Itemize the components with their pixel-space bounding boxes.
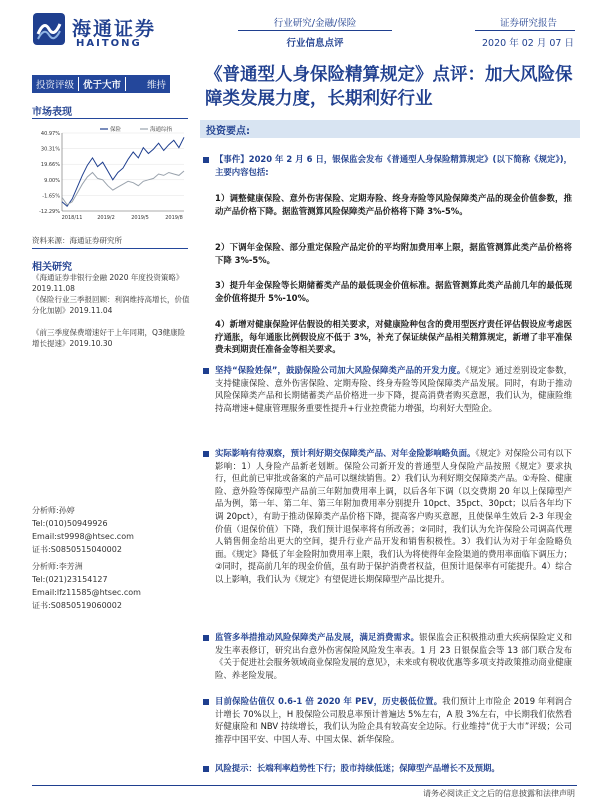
rating-change: 维持 xyxy=(146,80,166,91)
x-tick-label: 2019/5 xyxy=(131,215,149,221)
logo-english-name: HAITONG xyxy=(76,38,142,49)
y-tick-label: -12.29% xyxy=(39,209,60,215)
x-tick-label: 2018/11 xyxy=(61,215,83,221)
analyst-name: 分析师:孙婷 xyxy=(32,506,75,515)
header-divider xyxy=(475,30,575,31)
legend-label: 保险 xyxy=(110,127,122,133)
valuation-paragraph xyxy=(215,695,572,745)
paragraph-body: 我们预计上市险企 2019 年利润合计增长 70%以上，H 股保险公司股息率预计普遍达 5%左右，A 股 3%左右，中长期我们依然看好健康险和 NBV 持续增长，我们认为险企具有较高安全边际。行业维持“优于大市”评级；公司推荐中国平安、中国人寿、中国太保、新华保险。 xyxy=(215,696,573,744)
related-research-title: 相关研究 xyxy=(32,262,72,273)
key-points-title: 投资要点: xyxy=(206,126,250,137)
rating-bar xyxy=(32,75,170,93)
paragraph-lead: 目前保险估值仅 0.6-1 倍 2020 年 PEV，历史极低位置。 xyxy=(215,696,443,706)
series-line-1 xyxy=(62,137,184,206)
analyst-email[interactable]: Email:st9998@htsec.com xyxy=(32,532,134,541)
related-research-item[interactable]: 《保险行业三季报回顾：利润维持高增长，价值分化加剧》2019.11.04 xyxy=(32,295,190,315)
footer-divider xyxy=(32,785,577,786)
y-tick-label: 19.66% xyxy=(40,162,60,169)
risk-warning: 风险提示：长端利率趋势性下行；股市持续低迷；保障型产品增长不及预期。 xyxy=(215,763,500,773)
point-2: 2）下调年金保险、部分重定保险产品定价的平均附加费用率上限，据监管测算此类产品价格将下降 3%-5%。 xyxy=(215,242,572,265)
report-category: 行业研究/金融/保险 xyxy=(273,18,357,29)
market-performance-chart xyxy=(32,125,188,225)
key-points-bar xyxy=(200,120,580,138)
analyst-email[interactable]: Email:lfz11585@htsec.com xyxy=(32,588,141,597)
paragraph-body: 《规定》通过差别设定参数，支持健康保险、意外伤害保险、定期寿险、终身寿险等风险保障类产品发展。同时，有助于推动风险保障类产品和长期储蓄类产品价格进一步下降，提高消费者购买意愿，我们认为，健康险维持高增速+健康管理服务重要性提升+行业控费能力增强，均利好大型险企。 xyxy=(215,365,572,413)
paragraph-lead: 坚持“保险姓保”，鼓励保险公司加大风险保障类产品的开发力度。 xyxy=(215,365,466,375)
paragraph-body: 《规定》对保险公司有以下影响：1）人身险产品新老划断。保险公司新开发的普通型人身保险产品按照《规定》要求执行，但此前已审批或备案的产品可以继续销售。2）我们认为利好期交保障类产品。①寿险、健康险、意外险等保障型产品前三年附加费用率上调，以后各年下调（以交费期 20 年以上保障型产品为例，第一年、第二年、第三年附加费用率分别提升 10pct、35pct、30pct；以后各年均下调 20pct），有助于推动保障类产品价格下降，提高客户购买意愿，且使保单生效后 2-3 年现金价值（退保价值）下降，我们预计退保率将有所改善；②同时，我们认为允许保险公司调高代理人销售佣金给出更大的空间，提升行业产品开发和销售积极性。3）我们认为对于年金险略负面。《规定》降低了年金险附加费用率上限，我们认为将使得年金险渠道的费用率面临下调压力；②同时，提高前几年的现金价值，虽有助于保护消费者权益，但预计退保率有可能提升。4）综合以上影响，我们认为《规定》有望促进长期保障型产品比提升。 xyxy=(215,448,573,584)
haitong-logo-icon xyxy=(32,12,66,46)
x-tick-label: 2019/8 xyxy=(165,215,183,221)
y-tick-label: 30.31% xyxy=(40,146,60,153)
insurance-guarantee-paragraph xyxy=(215,364,572,414)
bullet-icon xyxy=(203,368,209,374)
y-tick-label: 9.00% xyxy=(44,177,60,184)
point-1: 1）调整健康保险、意外伤害保险、定期寿险、终身寿险等风险保障类产品的现金价值参数，推动产品价格下降。据监管测算风险保障类产品价格将下降 3%-5%。 xyxy=(215,193,572,216)
x-tick-label: 2019/2 xyxy=(97,215,115,221)
rating-label: 投资评级 xyxy=(36,80,75,91)
document-type: 证券研究报告 xyxy=(500,18,558,29)
analyst-tel: Tel:(010)50949926 xyxy=(32,519,108,528)
analyst-certificate: 证书:S0850515040002 xyxy=(32,545,122,554)
analyst-name: 分析师:李芳洲 xyxy=(32,562,83,571)
footer-disclaimer: 请务必阅读正文之后的信息披露和法律声明 xyxy=(423,789,575,798)
logo-chinese-name: 海通证券 xyxy=(72,18,157,40)
paragraph-body: 银保监会正积极推动重大疾病保险定义和发生率表修订，研究出台意外伤害保险风险发生率表。1 月 23 日银保监会等 13 部门联合发布《关于促进社会服务领域商业保险发展的意见》，未来或有税收优惠等多项支持政策推动商业健康险、养老险发展。 xyxy=(215,632,573,680)
bullet-icon xyxy=(203,699,209,705)
event-paragraph: 【事件】2020 年 2 月 6 日，银保监会发布《普通型人身保险精算规定》(以下简称《规定》)，主要内容包括: xyxy=(215,154,572,177)
report-type: 行业信息点评 xyxy=(286,38,344,49)
market-performance-title: 市场表现 xyxy=(32,107,72,118)
regulation-paragraph xyxy=(215,631,572,681)
analyst-tel: Tel:(021)23154127 xyxy=(32,575,108,584)
section-divider xyxy=(32,118,188,119)
report-title: 《普通型人身保险精算规定》点评：加大风险保障类发展力度，长期利好行业 xyxy=(205,65,573,109)
bullet-icon xyxy=(203,635,209,641)
legend-label: 海通综指 xyxy=(150,127,173,133)
y-tick-label: 40.97% xyxy=(40,131,60,137)
related-research-item[interactable]: 《海通证券非银行金融 2020 年度投资策略》2019.11.08 xyxy=(32,273,184,293)
paragraph-lead: 监管多举措推动风险保障类产品发展，满足消费需求。 xyxy=(215,632,420,642)
impact-paragraph xyxy=(215,447,572,586)
series-line-2 xyxy=(62,171,184,205)
point-3: 3）提升年金保险等长期储蓄类产品的最低现金价值标准。据监管测算此类产品前几年的最低现金价值将提升 5%-10%。 xyxy=(215,280,572,303)
rating-value: 优于大市 xyxy=(78,77,126,91)
bullet-icon xyxy=(203,157,209,163)
bullet-icon xyxy=(203,766,209,772)
section-divider xyxy=(32,248,188,249)
analyst-certificate: 证书:S0850519060002 xyxy=(32,601,122,610)
header-divider xyxy=(238,30,392,31)
chart-source: 资料来源：海通证券研究所 xyxy=(32,236,122,245)
bullet-icon xyxy=(203,451,209,457)
related-research-item[interactable]: 《前三季度保费增速好于上年同期，Q3健康险增长提速》2019.10.30 xyxy=(32,328,186,348)
report-date: 2020 年 02 月 07 日 xyxy=(482,38,574,49)
point-4: 4）新增对健康保险评估假设的相关要求，对健康险种包含的费用型医疗责任评估假设应考虑医疗通胀，每年通胀比例假设应不低于 3%，补充了保证续保产品相关精算规定，新增了非平准保费未到期责任准备金等相关要求。 xyxy=(215,319,572,355)
y-tick-label: -1.65% xyxy=(42,193,60,200)
paragraph-lead: 实际影响有待观察，预计利好期交保障类产品、对年金险影响略负面。 xyxy=(215,448,476,458)
